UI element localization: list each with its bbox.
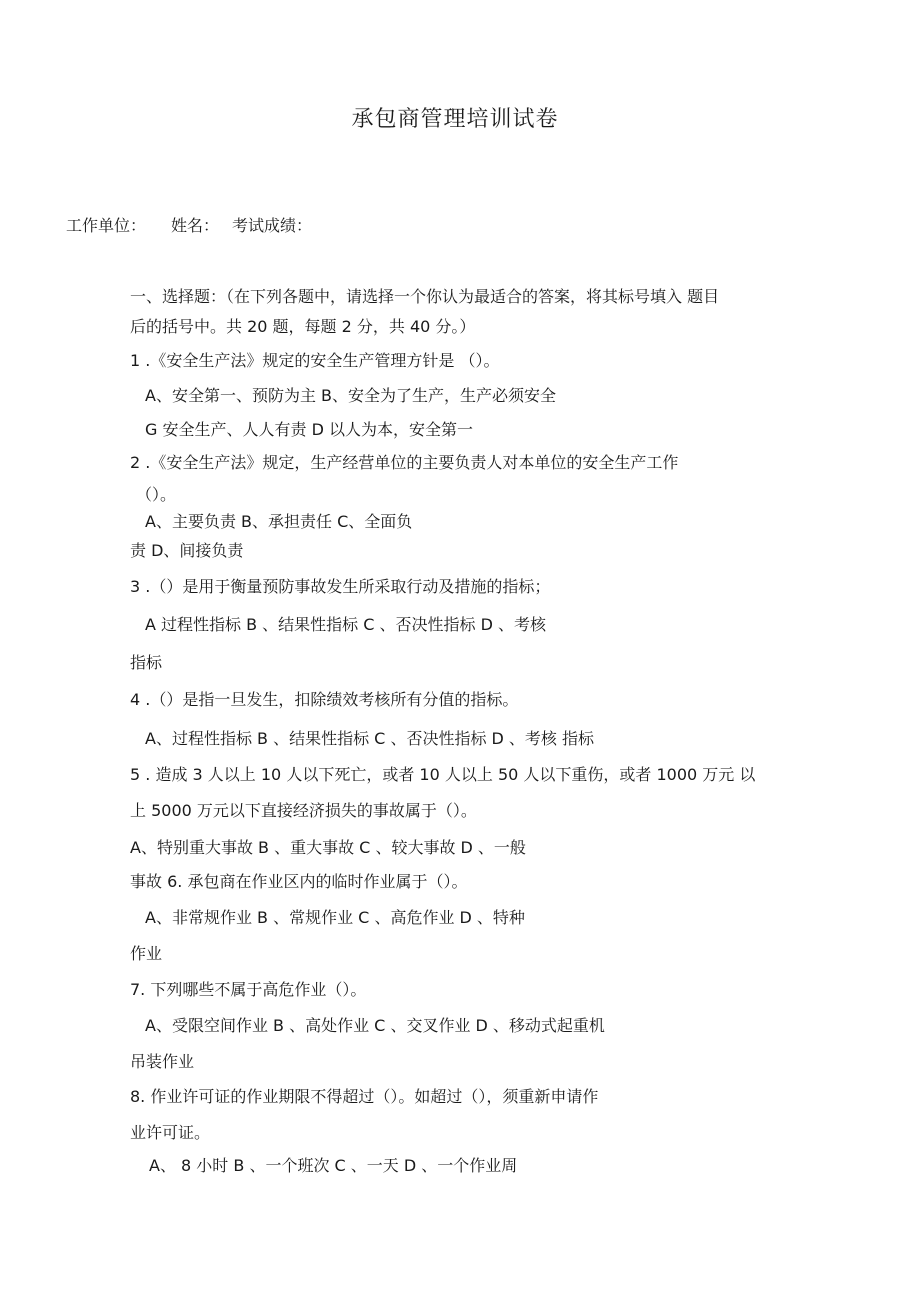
question-2-options-line2: 责 D、间接负责 <box>130 541 244 560</box>
question-1-options-line1: A、安全第一、预防为主 B、安全为了生产，生产必须安全 <box>145 386 557 405</box>
section-instruction-line1: 一、选择题：（在下列各题中，请选择一个你认为最适合的答案，将其标号填入 题目 <box>130 287 720 306</box>
name-label: 姓名： <box>171 216 220 235</box>
question-4-stem: 4 .（）是指一旦发生，扣除绩效考核所有分值的指标。 <box>130 690 519 709</box>
question-8-stem-line1: 8. 作业许可证的作业期限不得超过（）。如超过（），须重新申请作 <box>130 1087 599 1106</box>
question-7-stem: 7. 下列哪些不属于高危作业（）。 <box>130 980 367 999</box>
question-4-options-line1: A、过程性指标 B 、结果性指标 C 、否决性指标 D 、考核 指标 <box>145 729 595 748</box>
question-8-options-line1: A、 8 小时 B 、一个班次 C 、一天 D 、一个作业周 <box>149 1156 518 1175</box>
question-3-options-line2: 指标 <box>130 653 163 672</box>
question-7-options-line1: A、受限空间作业 B 、高处作业 C 、交叉作业 D 、移动式起重机 <box>145 1016 605 1035</box>
section-instruction-line2: 后的括号中。共 20 题，每题 2 分，共 40 分。） <box>130 317 476 336</box>
question-3-stem: 3 .（）是用于衡量预防事故发生所采取行动及措施的指标； <box>130 577 551 596</box>
score-label: 考试成绩： <box>232 216 313 235</box>
question-3-options-line1: A 过程性指标 B 、结果性指标 C 、否决性指标 D 、考核 <box>145 615 547 634</box>
question-6-options-line2: 作业 <box>130 944 163 963</box>
page-title: 承包商管理培训试卷 <box>351 107 559 132</box>
question-1-stem: 1 .《安全生产法》规定的安全生产管理方针是 （）。 <box>130 351 500 370</box>
question-8-stem-line2: 业许可证。 <box>130 1123 211 1142</box>
question-2-options-line1: A、主要负责 B、承担责任 C、全面负 <box>145 512 413 531</box>
question-5-stem-line2: 上 5000 万元以下直接经济损失的事故属于（）。 <box>130 801 477 820</box>
question-5-stem-line1: 5 . 造成 3 人以上 10 人以下死亡，或者 10 人以上 50 人以下重伤，或者 1000 万元 以 <box>130 765 756 784</box>
question-5-options-line1: A、特别重大事故 B 、重大事故 C 、较大事故 D 、一般 <box>130 838 526 857</box>
question-2-stem-line1: 2 .《安全生产法》规定，生产经营单位的主要负责人对本单位的安全生产工作 <box>130 453 679 472</box>
question-5-options-line2: 事故 6. 承包商在作业区内的临时作业属于（）。 <box>130 872 468 891</box>
question-7-options-line2: 吊装作业 <box>130 1052 195 1071</box>
work-unit-label: 工作单位： <box>66 216 147 235</box>
question-2-stem-line2: （）。 <box>136 485 177 504</box>
question-1-options-line2: G 安全生产、人人有责 D 以人为本，安全第一 <box>145 420 473 439</box>
question-6-options-line1: A、非常规作业 B 、常规作业 C 、高危作业 D 、特种 <box>145 908 525 927</box>
